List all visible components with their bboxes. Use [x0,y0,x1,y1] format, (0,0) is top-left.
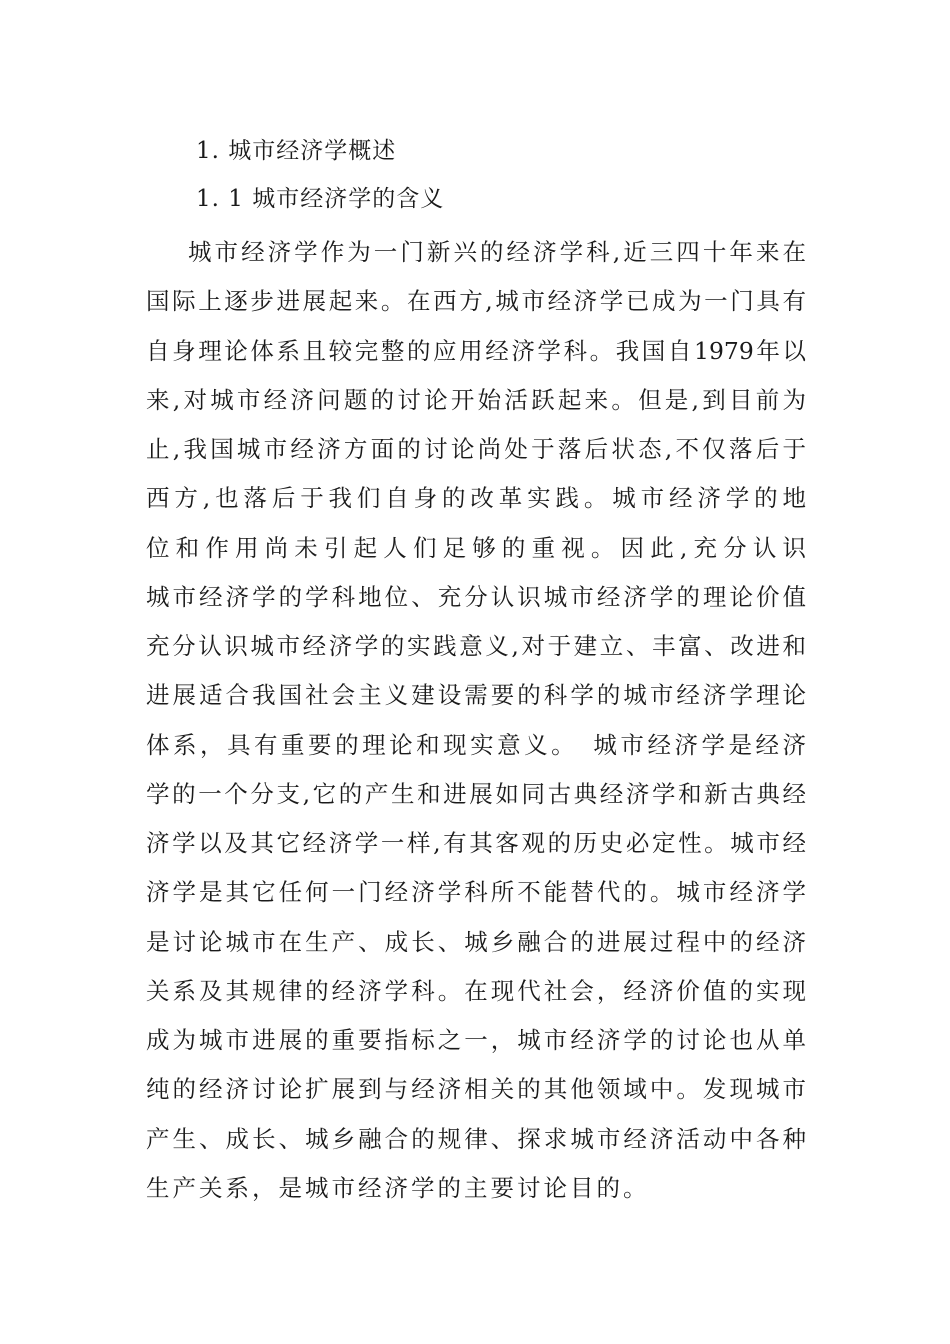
text-line: 体系，具有重要的理论和现实意义。 城市经济学是经济 [146,730,806,759]
text-line: 关系及其规律的经济学科。在现代社会，经济价值的实现 [146,976,806,1005]
text-line: 自身理论体系且较完整的应用经济学科。我国自1979年以 [146,336,806,365]
text-line: 学的一个分支,它的产生和进展如同古典经济学和新古典经 [146,779,806,808]
text-line: 位和作用尚未引起人们足够的重视。因此,充分认识 [146,533,806,562]
text-line: 充分认识城市经济学的实践意义,对于建立、丰富、改进和 [146,632,806,660]
text-line: 纯的经济讨论扩展到与经济相关的其他领域中。发现城市 [146,1075,806,1104]
text-line: 生产关系，是城市经济学的主要讨论目的。 [146,1173,650,1202]
text-line: 是讨论城市在生产、成长、城乡融合的进展过程中的经济 [146,927,806,956]
section-heading: 1. 城市经济学概述 [196,138,397,164]
text-line: 国际上逐步进展起来。在西方,城市经济学已成为一门具有 [146,287,806,316]
text-line: 济学是其它任何一门经济学科所不能替代的。城市经济学 [146,878,806,907]
text-line: 西方,也落后于我们自身的改革实践。城市经济学的地 [146,484,806,513]
text-line: 止,我国城市经济方面的讨论尚处于落后状态,不仅落后于 [146,435,806,463]
text-line: 城市经济学的学科地位、充分认识城市经济学的理论价值 [146,582,806,611]
text-line: 成为城市进展的重要指标之一，城市经济学的讨论也从单 [146,1026,806,1054]
subsection-heading: 1. 1 城市经济学的含义 [196,186,445,212]
text-line: 产生、成长、城乡融合的规律、探求城市经济活动中各种 [146,1124,806,1153]
text-line: 济学以及其它经济学一样,有其客观的历史必定性。城市经 [146,829,806,857]
text-line: 城市经济学作为一门新兴的经济学科,近三四十年来在 [188,238,806,266]
body-paragraph [146,228,806,1213]
text-line: 进展适合我国社会主义建设需要的科学的城市经济学理论 [146,681,806,710]
text-line: 来,对城市经济问题的讨论开始活跃起来。但是,到目前为 [146,385,806,414]
